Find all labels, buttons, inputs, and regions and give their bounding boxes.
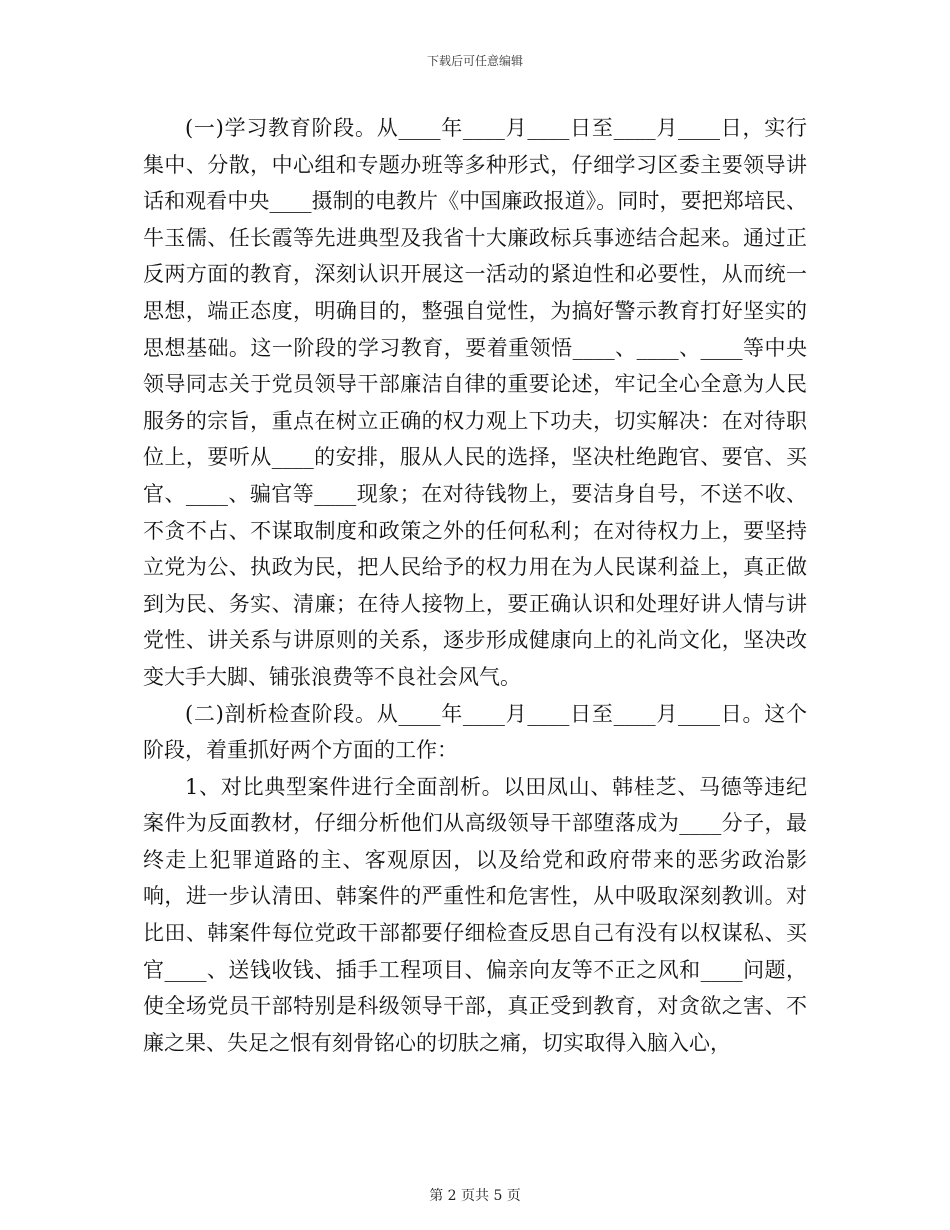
paragraph-analysis-stage: (二)剖析检查阶段。从____年____月____日至____月____日。这个阶段，着重抓好两个方面的工作： [143, 701, 807, 763]
paragraph-case-analysis: 1、对比典型案件进行全面剖析。以田凤山、韩桂芝、马德等违纪案件为反面教材，仔细分析他们从高级领导干部堕落成为____分子，最终走上犯罪道路的主、客观原因，以及给党和政府带来的恶劣政治影响，进一步认清田、韩案件的严重性和危害性，从中吸取深刻教训。对比田、韩案件每位党政干部都要仔细检查反思自己有没有以权谋私、买官____、送钱收钱、插手工程项目、偏亲向友等不正之风和____问题，使全场党员干部特别是科级领导干部，真正受到教育，对贪欲之害、不廉之果、失足之恨有刻骨铭心的切肤之痛，切实取得入脑入心， [143, 774, 807, 1055]
page-header: 下载后可任意编辑 [426, 54, 523, 68]
page-footer: 第 2 页共 5 页 [429, 1188, 521, 1204]
paragraph-study-stage: (一)学习教育阶段。从____年____月____日至____月____日，实行集中、分散，中心组和专题办班等多种形式，仔细学习区委主要领导讲话和观看中央____摄制的电教片《中国廉政报道》。同时，要把郑培民、牛玉儒、任长霞等先进典型及我省十大廉政标兵事迹结合起来。通过正反两方面的教育，深刻认识开展这一活动的紧迫性和必要性，从而统一思想，端正态度，明确目的，整强自觉性，为搞好警示教育打好坚实的思想基础。这一阶段的学习教育，要着重领悟____、____、____等中央领导同志关于党员领导干部廉洁自律的重要论述，牢记全心全意为人民服务的宗旨，重点在树立正确的权力观上下功夫，切实解决：在对待职位上，要听从____的安排，服从人民的选择，坚决杜绝跑官、要官、买官、____、骗官等____现象；在对待钱物上，要洁身自号，不送不收、不贪不占、不谋取制度和政策之外的任何私利；在对待权力上，要坚持立党为公、执政为民，把人民给予的权力用在为人民谋利益上，真正做到为民、务实、清廉；在待人接物上，要正确认识和处理好讲人情与讲党性、讲关系与讲原则的关系，逐步形成健康向上的礼尚文化，坚决改变大手大脚、铺张浪费等不良社会风气。 [143, 116, 807, 689]
document-body [143, 110, 807, 1061]
